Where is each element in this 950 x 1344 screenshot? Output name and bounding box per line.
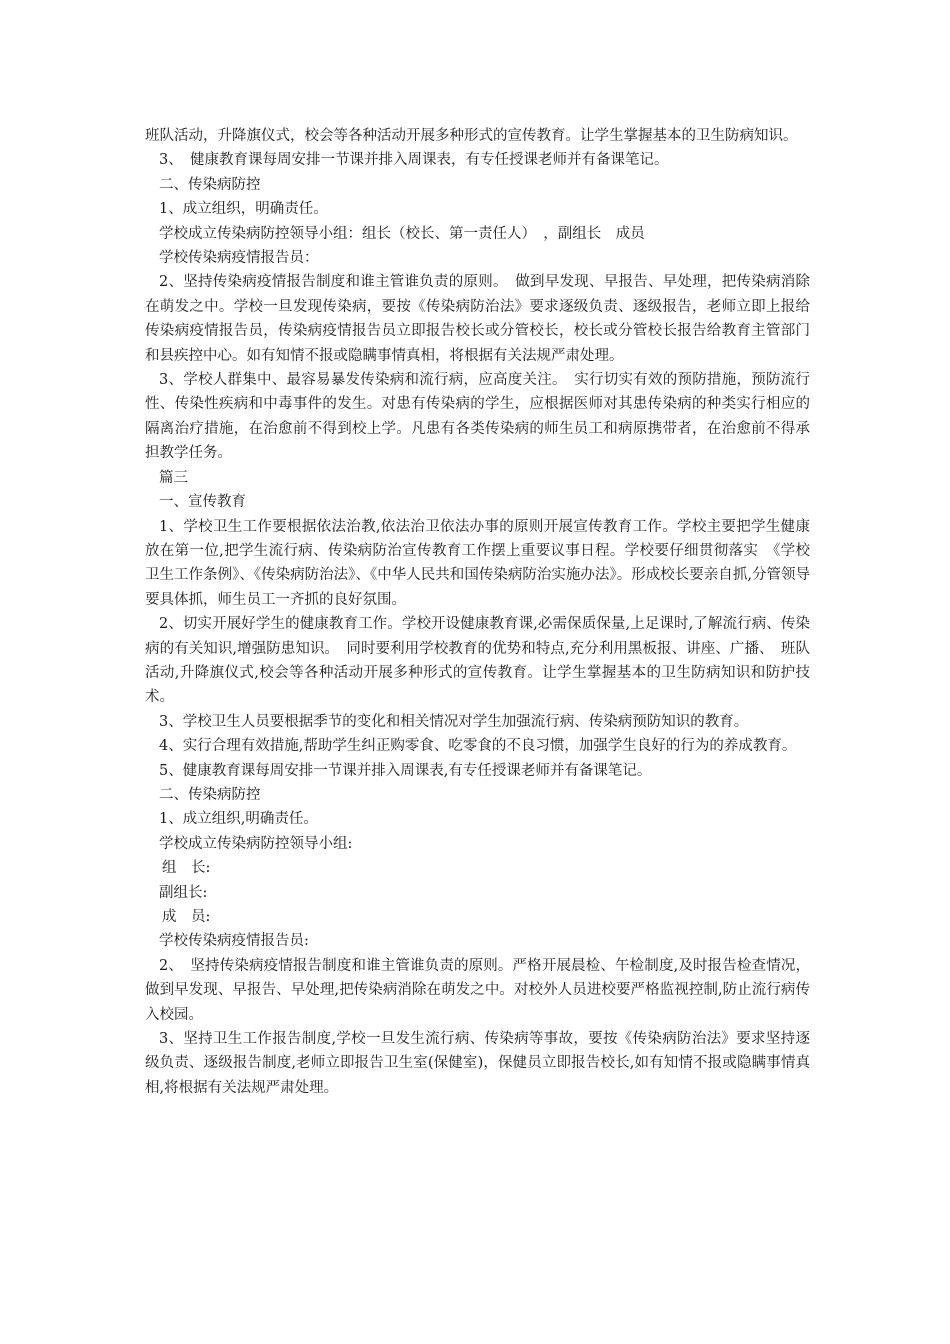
paragraph: 2、 坚持传染病疫情报告制度和谁主管谁负责的原则。严格开展晨检、午检制度,及时报告检查情况，做到早发现、早报告、早处理,把传染病消除在萌发之中。对校外人员进校要严格监视控制,防止流行病传入校园。: [145, 957, 810, 1023]
paragraph: 3、学校卫生人员要根据季节的变化和相关情况对学生加强流行病、传染病预防知识的教育。: [159, 713, 749, 730]
paragraph: 学校成立传染病防控领导小组:: [159, 835, 353, 852]
section-heading: 一、宣传教育: [159, 494, 246, 511]
document-body: [145, 124, 825, 1100]
paragraph: 学校传染病疫情报告员:: [159, 933, 309, 950]
section-heading: 二、传染病防控: [159, 786, 261, 803]
paragraph: 学校成立传染病防控领导小组：组长（校长、第一责任人） ，副组长 成员: [159, 225, 645, 242]
paragraph: 2、坚持传染病疫情报告制度和谁主管谁负责的原则。 做到早发现、早报告、早处理，把传染病消除在萌发之中。学校一旦发现传染病，要按《传染病防治法》要求逐级负责、逐级报告，老师立即上报给传染病疫情报告员，传染病疫情报告员立即报告校长或分管校长，校长或分管校长报告给教育主管部门和县疾控中心。如有知情不报或隐瞒事情真相，将根据有关法规严肃处理。: [145, 274, 810, 364]
paragraph: 5、健康教育课每周安排一节课并排入周课表,有专任授课老师并有备课笔记。: [159, 762, 652, 779]
paragraph: 2、切实开展好学生的健康教育工作。学校开设健康教育课,必需保质保量,上足课时,了解流行病、传染病的有关知识,增强防患知识。 同时要利用学校教育的优势和特点,充分利用黑板报、讲座、广播、 班队活动,升降旗仪式,校会等各种活动开展多种形式的宣传教育。让学生掌握基本的卫生防病知识和防护技术。: [145, 616, 810, 706]
paragraph: 学校传染病疫情报告员：: [159, 250, 319, 267]
paragraph: 4、实行合理有效措施,帮助学生纠正购零食、吃零食的不良习惯，加强学生良好的行为的养成教育。: [159, 738, 797, 755]
paragraph: 班队活动，升降旗仪式，校会等各种活动开展多种形式的宣传教育。让学生掌握基本的卫生防病知识。: [145, 128, 798, 144]
paragraph: 1、学校卫生工作要根据依法治教,依法治卫依法办事的原则开展宣传教育工作。学校主要把学生健康放在第一位,把学生流行病、传染病防治宣传教育工作摆上重要议事日程。学校要仔细贯彻落实 《学校 卫生工作条例》、《传染病防治法》、《中华人民共和国传染病防治实施办法》。形成校长要亲自抓,分管领导要具体抓，师生员工一齐抓的良好氛围。: [145, 518, 825, 608]
paragraph: 1、成立组织,明确责任。: [159, 811, 318, 828]
paragraph: 3、坚持卫生工作报告制度,学校一旦发生流行病、传染病等事故，要按《传染病防治法》要求坚持逐级负责、逐级报告制度,老师立即报告卫生室(保健室)，保健员立即报告校长,如有知情不报或隐瞒事情真相,将根据有关法规严肃处理。: [145, 1031, 810, 1096]
paragraph: 3、 健康教育课每周安排一节课并排入周课表，有专任授课老师并有备课笔记。: [159, 152, 669, 169]
paragraph: 3、学校人群集中、最容易暴发传染病和流行病，应高度关注。 实行切实有效的预防措施，预防流行性、传染性疾病和中毒事件的发生。对患有传染病的学生，应根据医师对其患传染病的种类实行相应的隔离治疗措施，在治愈前不得到校上学。凡患有各类传染病的师生员工和病原携带者，在治愈前不得承担教学任务。: [145, 372, 810, 462]
section-heading: 二、传染病防控: [159, 176, 261, 193]
paragraph: 成 员:: [162, 909, 211, 925]
part-heading: 篇三: [159, 469, 188, 486]
paragraph: 组 长:: [162, 860, 211, 877]
paragraph: 1、成立组织，明确责任。: [159, 201, 328, 218]
paragraph: 副组长:: [159, 884, 208, 901]
